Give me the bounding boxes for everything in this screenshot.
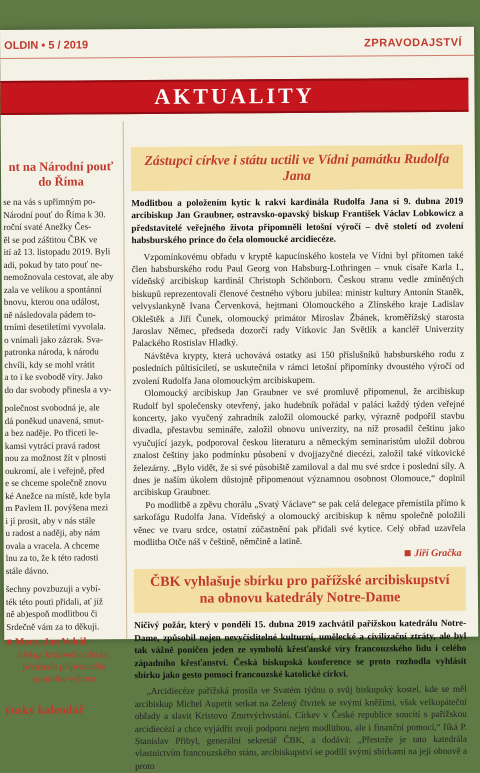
left-article-line: trními desetiletími vyvolala. (4, 321, 106, 332)
left-article-line: polečnost svobodná je, ale (4, 402, 100, 413)
left-article-line: do dar svobody přinesla a vy- (4, 383, 112, 395)
left-article-line: roční svaté Anežky Čes- (3, 221, 92, 232)
left-article-line: patronka národa, k národu (4, 346, 99, 357)
section-banner (0, 78, 468, 115)
left-article-line: nemožnovala cestovat, ale aby (3, 271, 114, 282)
author-marker (404, 551, 410, 557)
calendar-heading: ýnský kalendář (4, 701, 84, 717)
left-article-line: chvíli, kdy se mohl vrátit (4, 358, 95, 370)
left-article-line: i jí prosit, aby v nás stále (5, 514, 96, 526)
left-article-line: o vnímali jako zázrak. Sva- (4, 333, 103, 345)
left-article-line: a to i ke svobodě víry. Jako (4, 371, 103, 382)
article1-paragraph: Návštěva krypty, která uchovává ostatky asi 150 příslušníků habsburského rodu z posledních půltisíciletí, se uskutečnila v rámci letošní připomínky dvoustého výročí od zvolení Rudolfa Jana olomouckým arcibiskupem. (132, 348, 465, 386)
article1-paragraph: Olomoucký arcibiskup Jan Graubner ve své promluvě připomenul, že arcibiskup Rudolf byl společensky otevřený, jako hudebník pořádal v paláci každý týden veřejné koncerty, jako vyučený zahradník založil olomoucké parky, výrazně podpořil stavbu divadla, přestavbu semináře, založil obnovu univerzity, na níž prosadil češtinu jako vyučující jazyk, podporoval českou literaturu a německým seminaristům uložil dobrou znalost češtiny jako podmínku působení v dvojjazyčné diecézi, založil také vítkovické železárny. „Bylo vidět, že si své působiště zamiloval a dal mu své srdce i poslední síly. A dnes je naším úkolem důstojně připomenout významnou osobnost Olomouce,“ doplnil arcibiskup Graubner. (132, 385, 466, 498)
newspaper-page (0, 27, 478, 771)
article2-title: ČBK vyhlašuje sbírku pro pařížské arcibiskupství na obnovu katedrály Notre-Dame (134, 567, 466, 613)
left-article-line: u radost a naději, aby nám (5, 527, 101, 538)
article1-paragraph: Po modlitbě a zpěvu chorálu „Svatý Václave“ se pak celá delegace přemístila přímo k sarkofágu Rudolfa Jana. Vídeňský a olomoucký arcibiskup k němu společně položili věnec ve tvaru srdce, ostatní zúčastnění pak přidali své kytice. Celý obřad uzavřela modlitba Otče náš v češtině, němčině a latině. (133, 497, 466, 548)
left-article-line: ovala a vracela. A chceme (5, 539, 100, 551)
left-article-line: ěl se pod záštitou ČBK ve (3, 233, 98, 245)
signature-name: ■ Mons. Jan Vokál (6, 636, 87, 648)
section-label: ZPRAVODAJSTVÍ (364, 36, 463, 50)
left-article-line: Srdečně vám za to děkuji. (6, 620, 100, 632)
left-article-line: zala ve velikou a spontánní (3, 283, 102, 295)
left-article-line: se na vás s upřímným po- (3, 196, 96, 207)
left-article-heading: nt na Národní pouť do Říma (8, 159, 114, 189)
left-article-line: kamsi vytrácí pravá radost (4, 439, 101, 451)
left-article-line: ně ab)espoň modlitbou či (6, 608, 98, 619)
left-article-line: stále dávno. (5, 565, 49, 576)
left-article-line: dá poněkud unavená, smut- (4, 414, 104, 426)
page-header (0, 33, 474, 56)
left-article-line: ték této pouti přidali, ať již (5, 595, 103, 607)
article1-title: Zástupci církve i státu uctili ve Vídni památku Rudolfa Jana (131, 145, 463, 191)
article1-paragraph: Vzpomínkovému obřadu v kryptě kapucínského kostela ve Vídni byl přítomen také člen habsburského rodu Paul Georg von Habsburg-Lothringen – vnuk císaře Karla I., vídeňský arcibiskup kardinál Christoph Schönborn. Českou stranu vedle zmíněných biskupů reprezentovali členové čestného výboru jubilea: ministr kultury Antonín Staněk, velvyslankyně Ivana Červenková, hejtmani Olomouckého a Zlínského kraje Ladislav Okleštěk a Jiří Čunek, olomoucký primátor Miroslav Žbánek, kroměřížský starosta Jaroslav Němec, předseda dozorčí rady Vítkovic Jan Světlík a kancléř Univerzity Palackého Rostislav Hladký. (131, 249, 465, 349)
left-column (1, 119, 125, 717)
article2-paragraph: „Arcidiecéze pařížská prosila ve Svatém týdnu o svůj biskupský kostel, kde se měl arcibiskup Michel Aupetit setkat na Zelený čtvrtek se svými kněžími, však velkopáteční obřady a slavit Kristovo Zmrtvýchvstání. Církev v České republice soucítí s pařížskou arcidiecézí a chce vyjádřit svoji podporu nejen modlitbou, ale i finanční pomocí,“ říká P. Stanislav Přibyl, generální sekretář ČBK, a dodává: „Přestože je tato katedrála vlastnictvím francouzského státu, arcibiskupství se podílí svými sbírkami na její obnově a proto (134, 684, 468, 771)
left-article-body (1, 195, 124, 633)
header-divider (0, 55, 474, 59)
main-column (131, 145, 468, 771)
issue-label: OLDIN • 5 / 2019 (4, 39, 89, 52)
left-article-line: šechny povzbuzuji a vybí- (5, 583, 101, 594)
article1-body (132, 248, 466, 548)
left-article-line: ké Anežce na místě, kde byla (5, 489, 111, 501)
left-article-line: a bez naděje. Po třiceti le- (4, 427, 99, 438)
left-article-line: adi, pokud by tato pouť ne- (3, 258, 102, 270)
left-article-line: ití až 13. listopadu 2019. Byli (3, 246, 111, 257)
article2-body (135, 683, 468, 772)
left-article-line: lnu za to, že k této radosti (5, 552, 99, 563)
left-article-line: bnovu, kterou ona událost, (3, 296, 100, 307)
left-article-line: e se chceme společně znovu (5, 477, 107, 488)
left-article-line: nou za možnost žít v plnosti (4, 452, 107, 463)
left-article-line: m Pavlem II. povýšena mezi (5, 502, 109, 513)
left-article-line: Národní pouť do Říma k 30. (3, 208, 106, 220)
signature-role: biskup královéhradecký, předseda připravného poutního výboru (17, 649, 111, 685)
banner-title: AKTUALITY (154, 82, 315, 109)
left-article-line: oukromí, ale i veřejně, před (5, 464, 105, 476)
left-article-line: ně následovala pádem to- (3, 308, 96, 320)
article1-lead: Modlitbou a položením kytic k rakvi kardinála Rudolfa Jana si 9. dubna 2019 arcibiskup Jan Graubner, ostravsko-opavský biskup František Václav Lobkowicz a představitelé veřejného života připomněli letošní výročí – dvě století od zvolení habsburského prince do čela olomoucké arcidiecéze. (131, 195, 464, 246)
article2-lead: Ničivý požár, který v pondělí 15. dubna 2019 zachvátil pařížskou katedrálu Notre-Dame, způsobil nejen nevyčíslitelné kulturní, umělecké a civilizační ztráty, ale byl tak vážně poničen jeden ze symbolů křesťanské víry francouzského lidu i celého západního křesťanství. Česká biskupská konference se proto rozhodla vyhlásit sbírku jako gesto pomoci francouzské katolické církvi. (134, 618, 467, 681)
article1-author: Jiří Gračka (134, 548, 462, 561)
